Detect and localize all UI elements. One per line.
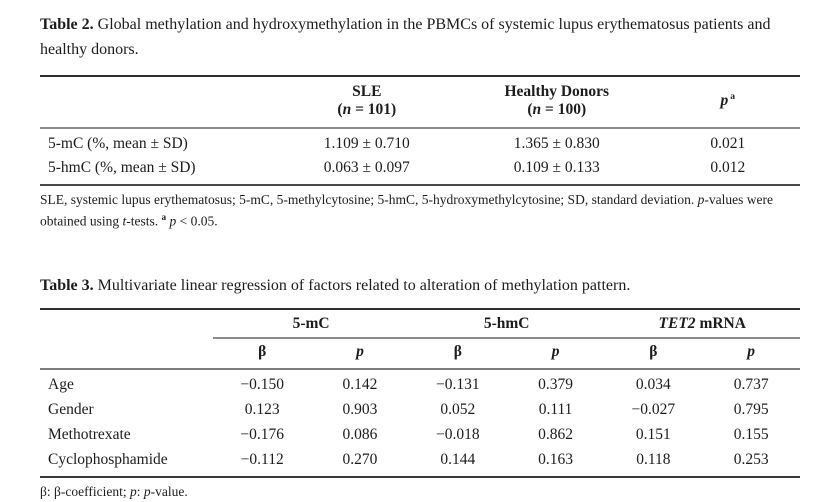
- cell: 0.155: [733, 425, 769, 443]
- table3-subheader-beta-2: β: [409, 338, 507, 369]
- table2-row1-sle: 0.063 ± 0.097: [276, 156, 458, 185]
- cell: −0.150: [240, 375, 284, 393]
- table3-group-5mc: 5-mC: [213, 309, 409, 339]
- table3-row2-label: Methotrexate: [48, 425, 131, 443]
- table2-row0-hd: 1.365 ± 0.830: [513, 135, 600, 153]
- table2-row0-sle: 1.109 ± 0.710: [323, 135, 410, 153]
- table2-header-row: [40, 76, 800, 129]
- cell: 0.123: [244, 400, 280, 418]
- cell: 0.052: [440, 400, 476, 418]
- table2-header-sle-title: SLE: [352, 82, 382, 100]
- cell: 0.142: [342, 375, 378, 393]
- table-row: [40, 422, 800, 447]
- table-row: [40, 397, 800, 422]
- table3-subheader-p-2: p: [507, 338, 605, 369]
- table3-subheader-empty: [40, 338, 213, 369]
- cell: −0.018: [435, 425, 480, 443]
- table3-subheader-p-3: p: [702, 338, 800, 369]
- cell: 0.111: [538, 400, 573, 418]
- table2-row0-label: 5-mC (%, mean ± SD): [48, 135, 188, 153]
- table2-header-sle-n: (n = 101): [337, 101, 397, 119]
- table2-footnote: SLE, systemic lupus erythematosus; 5-mC, 5-methylcytosine; 5-hmC, 5-hydroxymethylcytosine; SD, standard deviation. p-values were obtained using t-tests. $^a$ p < 0.05.: [40, 192, 774, 229]
- table2-header-sle: [276, 76, 458, 129]
- table3-caption-text: Multivariate linear regression of factors related to alteration of methylation pattern.: [93, 277, 631, 295]
- cell: −0.112: [213, 447, 311, 477]
- table3-subheader-p-1: p: [311, 338, 409, 369]
- table2-header-hd-title: Healthy Donors: [504, 82, 610, 100]
- table2-row1-hd: 0.109 ± 0.133: [458, 156, 656, 185]
- table3-subheader-beta-1: β: [213, 338, 311, 369]
- cell: 0.862: [538, 425, 573, 443]
- cell: 0.086: [342, 425, 378, 443]
- cell: −0.176: [240, 425, 284, 443]
- table2-row1-p: 0.012: [656, 156, 800, 185]
- cell: −0.131: [435, 375, 480, 393]
- table3-row0-label: Age: [48, 375, 74, 393]
- table2-caption: [40, 12, 800, 63]
- table3-group-5hmc: 5-hmC: [409, 309, 605, 339]
- table3-caption: [40, 273, 800, 298]
- cell: −0.027: [631, 400, 676, 418]
- cell: 0.253: [702, 447, 800, 477]
- table2-row1-label: 5-hmC (%, mean ± SD): [40, 156, 276, 185]
- table3-caption-label: Table 3.: [40, 277, 94, 295]
- table2: [40, 75, 800, 187]
- cell: 0.795: [733, 400, 769, 418]
- table2-header-empty: [40, 76, 276, 129]
- table3-subheader-row: [40, 338, 800, 369]
- table3-subheader-beta-3: β: [604, 338, 702, 369]
- table-row: [40, 447, 800, 477]
- cell: 0.151: [635, 425, 671, 443]
- table3: [40, 308, 800, 478]
- cell: 0.379: [538, 375, 573, 393]
- table2-header-healthy-donors: [458, 76, 656, 129]
- table2-header-hd-n: (n = 100): [527, 101, 587, 119]
- table3-group-header-row: [40, 309, 800, 339]
- table2-caption-text: Global methylation and hydroxymethylation in the PBMCs of systemic lupus erythematosus patients and healthy donors.: [40, 16, 771, 59]
- cell: 0.163: [507, 447, 605, 477]
- table-row: [40, 128, 800, 156]
- cell: 0.270: [311, 447, 409, 477]
- cell: 0.034: [635, 375, 671, 393]
- table3-group-tet2-mrna: TET2 mRNA: [604, 309, 800, 339]
- cell: 0.737: [733, 375, 769, 393]
- table2-caption-label: Table 2.: [40, 16, 94, 33]
- table3-row3-label: Cyclophosphamide: [40, 447, 213, 477]
- table2-row0-p: 0.021: [710, 135, 746, 153]
- cell: 0.144: [409, 447, 507, 477]
- table3-group-empty: [40, 309, 213, 339]
- cell: 0.118: [604, 447, 702, 477]
- table3-footnote: β: β-coefficient; p: p-value.: [40, 483, 188, 499]
- table3-row1-label: Gender: [48, 400, 94, 418]
- table-row: [40, 369, 800, 398]
- table-row: [40, 156, 800, 185]
- p-superscript-a: a: [730, 91, 736, 103]
- table2-header-p: p $^a$: [656, 76, 800, 129]
- cell: 0.903: [342, 400, 378, 418]
